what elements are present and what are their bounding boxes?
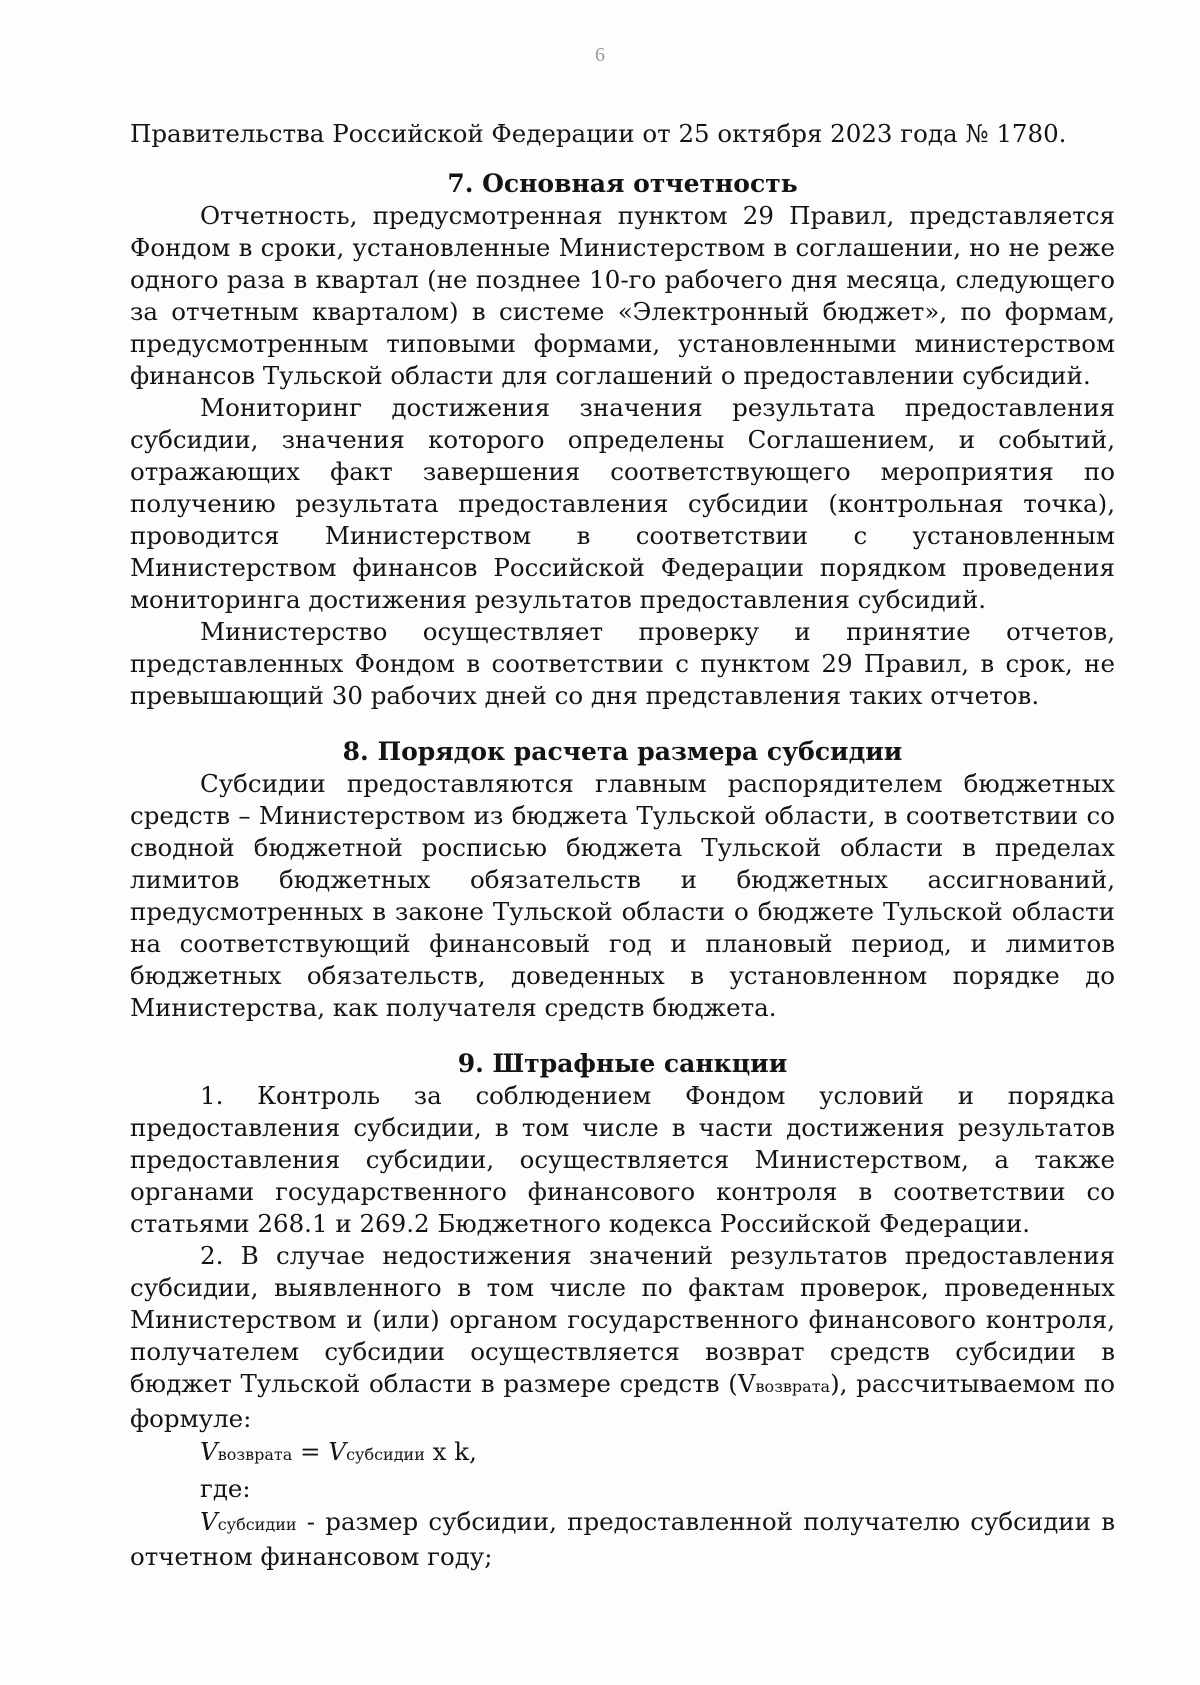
section-7-paragraph-2: Мониторинг достижения значения результата предоставления субсидии, значения которого определены Соглашением, и событий, отражающих факт завершения соответствующего мероприятия по получению результата предоставления субсидии (контрольная точка), проводится Министерством в соответствии с установленным Министерством финансов Российской Федерации порядком проведения мониторинга достижения результатов предоставления субсидий. <box>130 393 1115 614</box>
section-9-title: 9. Штрафные санкции <box>457 1049 788 1078</box>
section-9-paragraph-2 <box>130 1240 1115 1435</box>
where-label: где: <box>200 1474 251 1503</box>
formula-return-subscript: возврата <box>217 1445 293 1464</box>
paragraph-2-text: 2. В случае недостижения значений результатов предоставления субсидии, выявленного в том числе по фактам проверок, проведенных Министерством и (или) органом государственного финансового контроля, получателем субсидии осуществляется возврат средств субсидии в бюджет Тульской области в размере средств (V <box>130 1241 1115 1398</box>
formula-tail: x k, <box>424 1437 477 1466</box>
section-7-paragraph-1: Отчетность, предусмотренная пунктом 29 Правил, представляется Фондом в сроки, установленные Министерством в соглашении, но не реже одного раза в квартал (не позднее 10-го рабочего дня месяца, следующего за отчетным кварталом) в системе «Электронный бюджет», по формам, предусмотренным типовыми формами, установленными министерством финансов Тульской области для соглашений о предоставлении субсидий. <box>130 201 1115 390</box>
section-7-paragraph-3: Министерство осуществляет проверку и принятие отчетов, представленных Фондом в соответствии с пунктом 29 Правил, в срок, не превышающий 30 рабочих дней со дня представления таких отчетов. <box>130 617 1115 710</box>
definition-text: - размер субсидии, предоставленной получателю субсидии в отчетном финансовом году; <box>130 1507 1115 1571</box>
page-number: 6 <box>595 44 605 66</box>
section-7-title: 7. Основная отчетность <box>447 169 798 198</box>
paragraph-2-tail: ), рассчитываемом по формуле: <box>130 1369 1116 1433</box>
v-return-subscript: возврата <box>755 1377 831 1396</box>
return-formula <box>200 1435 1115 1472</box>
definition-v: V <box>200 1507 218 1536</box>
subsidy-definition <box>130 1506 1115 1573</box>
definition-subscript: субсидии <box>217 1515 297 1534</box>
section-9-paragraph-1: 1. Контроль за соблюдением Фондом условий и порядка предоставления субсидии, в том числе в части достижения результатов предоставления субсидии, осуществляется Министерством, а также органами государственного финансового контроля в соответствии со статьями 268.1 и 269.2 Бюджетного кодекса Российской Федерации. <box>130 1081 1115 1238</box>
section-8-paragraph-1: Субсидии предоставляются главным распорядителем бюджетных средств – Министерством из бюджета Тульской области, в соответствии со сводной бюджетной росписью бюджета Тульской области в пределах лимитов бюджетных обязательств и бюджетных ассигнований, предусмотренных в законе Тульской области о бюджете Тульской области на соответствующий финансовый год и плановый период, и лимитов бюджетных обязательств, доведенных в установленном порядке до Министерства, как получателя средств бюджета. <box>130 769 1115 1022</box>
continuation-paragraph: Правительства Российской Федерации от 25 октября 2023 года № 1780. <box>130 119 1067 148</box>
formula-subsidy-subscript: субсидии <box>346 1445 425 1464</box>
formula-equals: = <box>292 1437 329 1466</box>
formula-v-return: V <box>200 1437 218 1466</box>
document-body <box>130 118 1115 1573</box>
section-8-title: 8. Порядок расчета размера субсидии <box>342 737 903 766</box>
formula-v-subsidy: V <box>328 1437 347 1466</box>
